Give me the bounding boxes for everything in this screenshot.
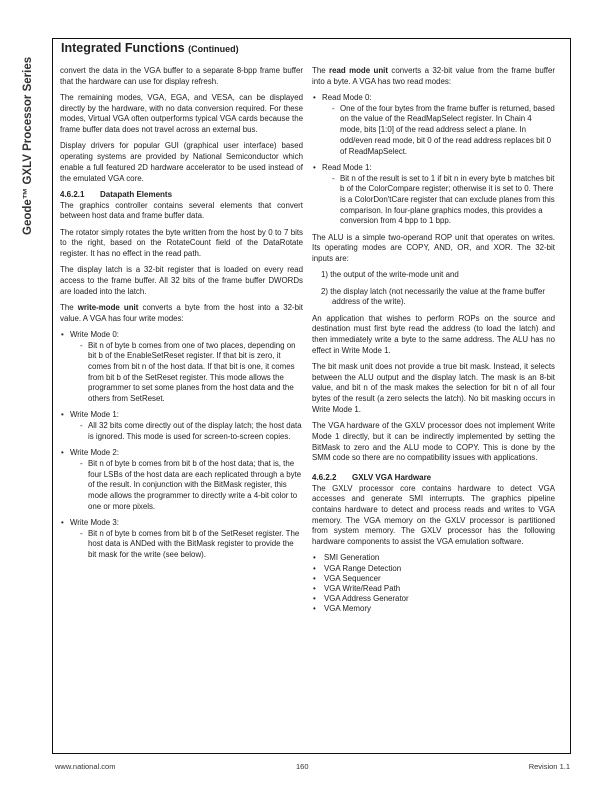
section-number: 4.6.2.1 xyxy=(60,189,85,199)
mode-label: • Write Mode 1: xyxy=(70,410,119,420)
list-item xyxy=(60,448,303,512)
footer-revision: Revision 1.1 xyxy=(528,762,570,771)
left-column xyxy=(60,66,303,566)
section-heading xyxy=(312,473,555,484)
mode-desc: - Bit n of byte b comes from one of two places, depending on bit b of the EnableSetReset register. If that bit is zero, it comes from bit n of the host data. If that bit is one, it comes from bit b of the SetReset register. This mode allows the programmer to set some planes from the host data and the others from SetReset. xyxy=(70,341,303,405)
section-title: GXLV VGA Hardware xyxy=(352,472,432,482)
list-item xyxy=(312,163,555,227)
text: converts a byte from the host into a 32-bit value. A VGA has four write modes: xyxy=(60,302,304,323)
mode-label: • Read Mode 1: xyxy=(322,162,372,172)
list-item: • VGA Range Detection xyxy=(312,564,555,574)
numbered-item: 2) the display latch (not necessarily the value at the frame buffer address of the write). xyxy=(321,286,545,307)
paragraph: The rotator simply rotates the byte written from the host by 0 to 7 bits to the right, based on the RotateCount field of the DataRotate register. It has no effect in the read path. xyxy=(60,227,303,258)
mode-desc: - Bit n of byte b comes from bit b of the SetReset register. The host data is ANDed with the BitMask register to provide the bit mask for the write (see below). xyxy=(70,529,303,561)
paragraph: The graphics controller contains several elements that convert between host data and frame buffer data. xyxy=(60,200,303,221)
hardware-components-list xyxy=(312,553,555,614)
title-text: Integrated Functions xyxy=(61,41,185,55)
list-item xyxy=(312,93,555,157)
term: write-mode unit xyxy=(77,302,139,312)
mode-desc: - One of the four bytes from the frame buffer is returned, based on the value of the ReadMapSelect register. In Chain 4 mode, bits [1:0] of the read address select a plane. In odd/even read mode, bit 0 of the read address replaces bit 0 of ReadMapSelect. xyxy=(322,104,555,158)
list-item xyxy=(60,410,303,442)
paragraph: The ALU is a simple two-operand ROP unit that operates on writes. Its operating modes are COPY, AND, OR, and XOR. The 32-bit inputs are: xyxy=(312,232,555,264)
mode-label: • Write Mode 2: xyxy=(70,448,119,458)
paragraph: The GXLV processor core contains hardware to detect VGA accesses and generate SMI interrupts. The graphics pipeline contains hardware to detect and process reads and writes to VGA memory. The VGA memory on the GXLV processor is partitioned from system memory. The GXLV processor has the following hardware components to assist the VGA emulation software. xyxy=(312,483,555,547)
mode-label: • Read Mode 0: xyxy=(322,93,372,102)
paragraph xyxy=(312,66,555,87)
list-item xyxy=(60,518,303,561)
mode-label: • Write Mode 0: xyxy=(70,329,119,339)
paragraph: The display latch is a 32-bit register that is loaded on every read access to the frame buffer. All 32 bits of the frame buffer DWORDs are loaded into the latch. xyxy=(60,265,303,296)
side-series-title: Geode™ GXLV Processor Series xyxy=(22,56,34,235)
paragraph: convert the data in the VGA buffer to a separate 8-bpp frame buffer that the hardware can use for display refresh. xyxy=(60,66,303,86)
mode-desc: - All 32 bits come directly out of the display latch; the host data is ignored. This mode is used for screen-to-screen copies. xyxy=(70,421,303,442)
paragraph: An application that wishes to perform ROPs on the source and destination must first byte read the address (to load the latch) and then immediately write a byte to the same address. The ALU has no effect in Write Mode 1. xyxy=(312,313,555,355)
page-title xyxy=(61,41,239,55)
paragraph xyxy=(60,303,303,324)
list-item: • VGA Address Generator xyxy=(312,594,555,604)
write-modes-list xyxy=(60,330,303,561)
mode-desc: - Bit n of the result is set to 1 if bit n in every byte b matches bit b of the ColorCompare register; otherwise it is set to 0. There is a ColorDon'tCare register that can exclude planes from this comparison. In four-plane graphics modes, this provides a conversion from 4 bpp to 1 bpp. xyxy=(322,174,555,228)
section-heading xyxy=(60,190,303,201)
paragraph: Display drivers for popular GUI (graphical user interface) based operating systems are provided by National Semiconductor which enable a full featured 2D hardware accelerator to be used instead of the emulated VGA core. xyxy=(60,141,303,183)
term: read mode unit xyxy=(329,66,388,75)
paragraph: The bit mask unit does not provide a true bit mask. Instead, it selects between the ALU output and the display latch. The mask is an 8-bit value, and bit n of the mask makes the selection for bit n of all four bytes of the result (a zero selects the latch). No bit masking occurs in Write Mode 1. xyxy=(312,362,555,414)
text: The xyxy=(60,302,78,312)
list-item: • SMI Generation xyxy=(312,553,555,563)
text: The xyxy=(312,66,330,75)
list-item xyxy=(60,330,303,405)
read-modes-list xyxy=(312,93,555,227)
list-item: • VGA Sequencer xyxy=(312,574,555,584)
mode-label: • Write Mode 3: xyxy=(70,517,119,527)
footer-website: www.national.com xyxy=(55,762,116,771)
mode-desc: - Bit n of byte b comes from bit b of the host data; that is, the four LSBs of the host data are each replicated through a byte of the result. In conjunction with the BitMask register, this mode allows the programmer to directly write a 4-bit color to one or more pixels. xyxy=(70,459,303,513)
footer-page-number: 160 xyxy=(296,762,309,771)
numbered-item: 1) the output of the write-mode unit and xyxy=(321,270,459,280)
list-item: • VGA Memory xyxy=(312,604,555,614)
section-title: Datapath Elements xyxy=(100,189,173,199)
title-continued: (Continued) xyxy=(188,44,239,54)
list-item: • VGA Write/Read Path xyxy=(312,584,555,594)
paragraph: The remaining modes, VGA, EGA, and VESA, can be displayed directly by the hardware, with no data conversion required. For these modes, Virtual VGA often outperforms typical VGA cards because the frame buffer data does not travel across an external bus. xyxy=(60,93,303,135)
paragraph: The VGA hardware of the GXLV processor does not implement Write Mode 1 directly, but it can be indirectly implemented by setting the BitMask to zero and the ALU mode to COPY. This is done by the SMM code so there are no compatibility issues with applications. xyxy=(312,421,555,463)
text: converts a 32-bit value from the frame buffer into a byte. A VGA has two read modes: xyxy=(312,66,555,86)
right-column xyxy=(312,66,555,615)
section-number: 4.6.2.2 xyxy=(312,472,337,482)
